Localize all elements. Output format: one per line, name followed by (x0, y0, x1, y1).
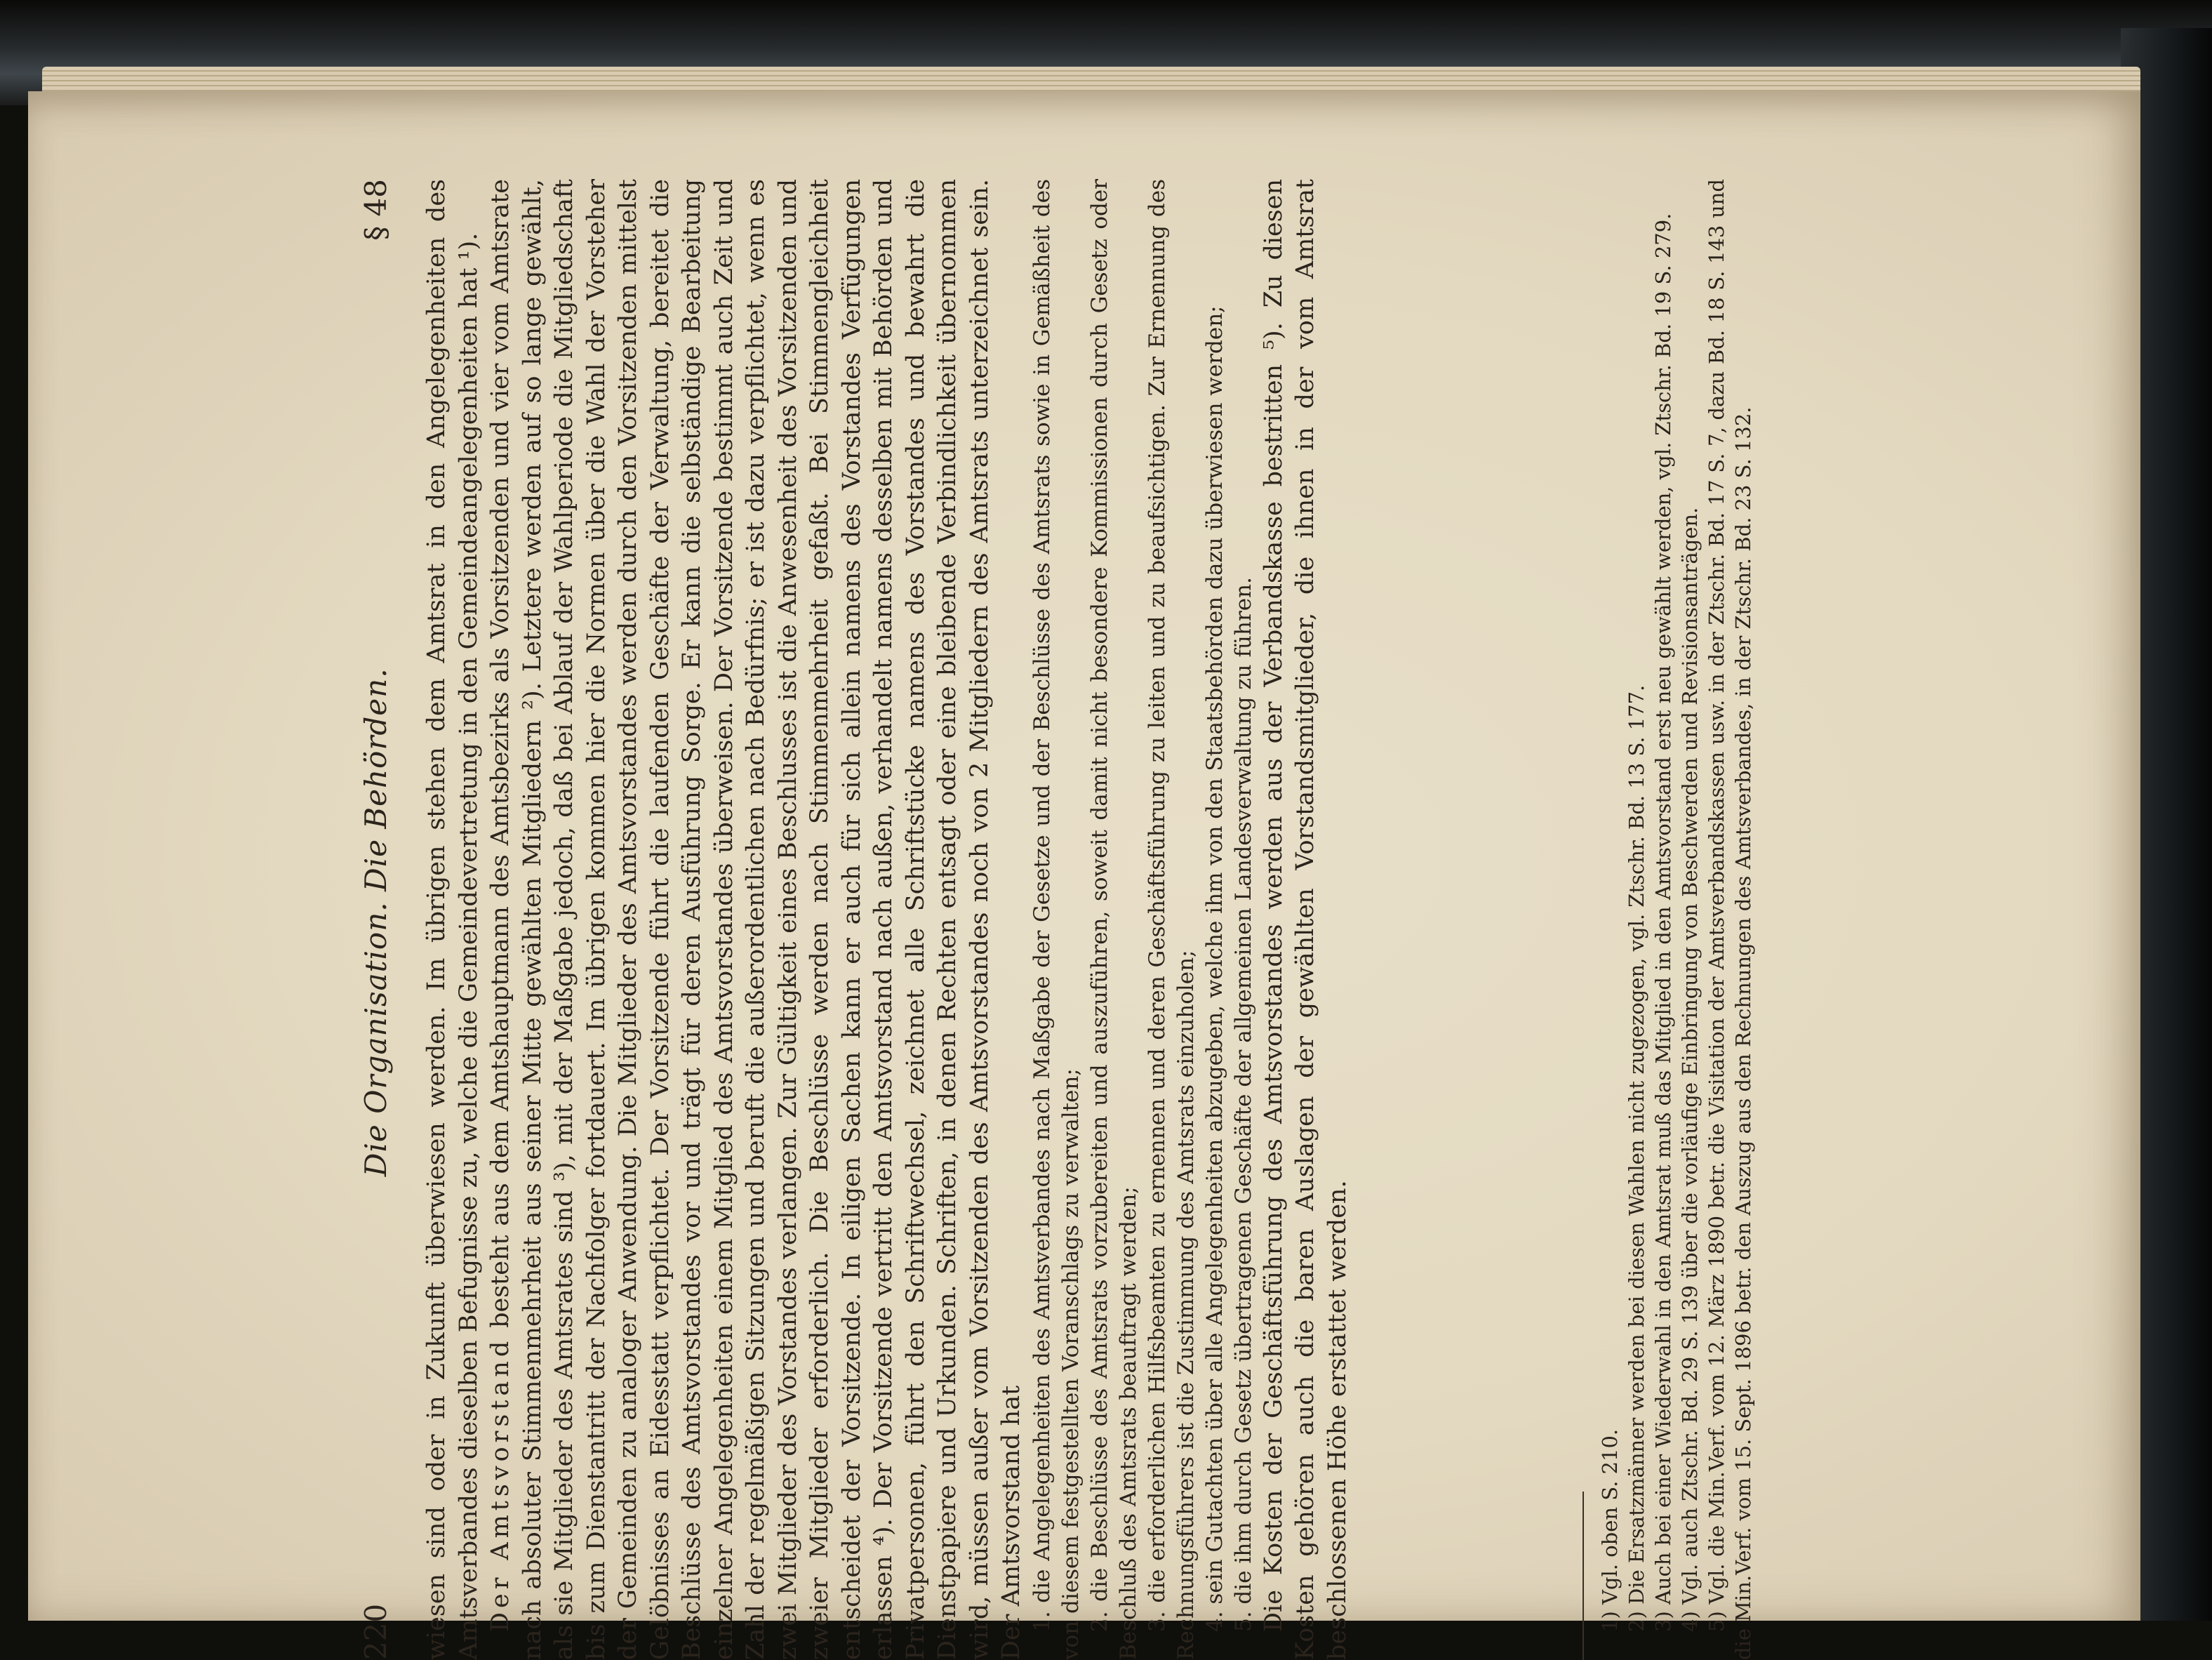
book-page (28, 91, 2140, 1660)
running-title: Die Organisation. Die Behörden. (358, 668, 393, 1177)
footnote-rule (1583, 1492, 1584, 1660)
page-number: 220 (358, 1603, 393, 1660)
running-header (351, 179, 400, 1660)
footnote: 2) Die Ersatzmänner werden bei diesen Wahlen nicht zugezogen, vgl. Ztschr. Bd. 13 S. 177. (1625, 684, 1648, 1632)
list-item: 4. sein Gutachten über alle Angelegenheiten abzugeben, welche ihm von den Staatsbehörden dazu überwiesen werden; (1201, 305, 1227, 1632)
spaced-term: Der Amtsvorstand (486, 1336, 514, 1632)
footnote: 5) Vgl. die Min.Verf. vom 12. März 1890 betr. die Visitation der Amtsverbandskassen usw. in der Ztschr. Bd. 17 S. 7, dazu Bd. 18 S. 143 und die Min.Verf. vom 15. Sept. 1896 betr. den Auszug aus den Rechnungen des Amtsverbandes, in der Ztschr. Bd. 23 S. 132. (1705, 179, 1755, 1660)
paragraph-text: besteht aus dem Amtshauptmann des Amtsbezirks als Vorsitzenden und vier vom Amtsrate nach absoluter Stimmenmehrheit aus seiner Mitte gewählten Mitgliedern ²). Letztere werden auf so lange gewählt, als sie Mitglieder des Amtsrates sind ³), mit der Maßgabe jedoch, daß bei Ablauf der Wahlperiode die Mitgliedschaft bis zum Dienstantritt der Nachfolger fortdauert. Im übrigen kommen hier die Normen über die Wahl der Vorsteher der Gemeinden zu analoger Anwendung. Die Mitglieder des Amtsvorstandes werden durch den Vorsitzenden mittelst Gelöbnisses an Eidesstatt verpflichtet. Der Vorsitzende führt die laufenden Geschäfte der Verwaltung, bereitet die Beschlüsse des Amtsvorstandes vor und trägt für deren Ausführung Sorge. Er kann die selbständige Bearbeitung einzelner Angelegenheiten einem Mitglied des Amtsvorstandes überweisen. Der Vorsitzende bestimmt auch Zeit und Zahl der regelmäßigen Sitzungen und beruft die außerordentlichen nach Bedürfnis; er ist dazu verpflichtet, wenn es zwei Mitglieder des Vorstandes verlangen. Zur Gültigkeit eines Beschlusses ist die Anwesenheit des Vorsitzenden und zweier Mitglieder erforderlich. Die Beschlüsse werden nach Stimmenmehrheit gefaßt. Bei Stimmengleichheit entscheidet der Vorsitzende. In eiligen Sachen kann er auch für sich allein namens des Vorstandes Verfügungen erlassen ⁴). Der Vorsitzende vertritt den Amtsvorstand nach außen, verhandelt namens desselben mit Behörden und Privatpersonen, führt den Schriftwechsel, zeichnet alle Schriftstücke namens des Vorstandes und bewahrt die Dienstpapiere und Urkunden. Schriften, in denen Rechten entsagt oder eine bleibende Verbindlichkeit übernommen wird, müssen außer vom Vorsitzenden des Amtsvorstandes noch von 2 Mitgliedern des Amtsrats unterzeichnet sein. Der Amtsvorstand hat (486, 179, 1025, 1660)
paragraph (485, 179, 1028, 1660)
page-content (351, 179, 2063, 1660)
paragraph: wiesen sind oder in Zukunft überwiesen werden. Im übrigen stehen dem Amtsrat in den Angelegenheiten des Amtsverbandes dieselben Befugnisse zu, welche die Gemeindevertretung in den Gemeindeangelegenheiten hat ¹). (422, 179, 483, 1660)
list-item: 1. die Angelegenheiten des Amtsverbandes nach Maßgabe der Gesetze und der Beschlüsse des Amtsrats sowie in Gemäßheit des von diesem festgestellten Voranschlags zu verwalten; (1029, 179, 1084, 1660)
paragraph: Die Kosten der Geschäftsführung des Amtsvorstandes werden aus der Verbandskasse bestritten ⁵). Zu diesen Kosten gehören auch die baren Auslagen der gewählten Vorstandsmitglieder, die ihnen in der vom Amtsrat beschlossenen Höhe erstattet werden. (1259, 179, 1352, 1660)
footnote: 1) Vgl. oben S. 210. (1598, 1428, 1622, 1632)
footnote: 4) Vgl. auch Ztschr. Bd. 29 S. 139 über die vorläufige Einbringung von Beschwerden und Revisionsanträgen. (1678, 507, 1702, 1632)
section-number: § 48 (358, 179, 393, 241)
list-item: 2. die Beschlüsse des Amtsrats vorzubereiten und auszuführen, soweit damit nicht besondere Kommissionen durch Gesetz oder Beschluß des Amtsrats beauftragt werden; (1086, 179, 1141, 1660)
footnotes (1583, 179, 1757, 1660)
footnote: 3) Auch bei einer Wiederwahl in den Amtsrat muß das Mitglied in den Amtsvorstand erst neu gewählt werden, vgl. Ztschr. Bd. 19 S. 279. (1651, 213, 1675, 1632)
list-item: 5. die ihm durch Gesetz übertragenen Geschäfte der allgemeinen Landesverwaltung zu führen. (1230, 577, 1256, 1632)
list-item: 3. die erforderlichen Hilfsbeamten zu ernennen und deren Geschäftsführung zu leiten und zu beaufsichtigen. Zur Ernennung des Rechnungsführers ist die Zustimmung des Amtsrats einzuholen; (1144, 179, 1199, 1660)
body-text (421, 179, 1354, 1660)
